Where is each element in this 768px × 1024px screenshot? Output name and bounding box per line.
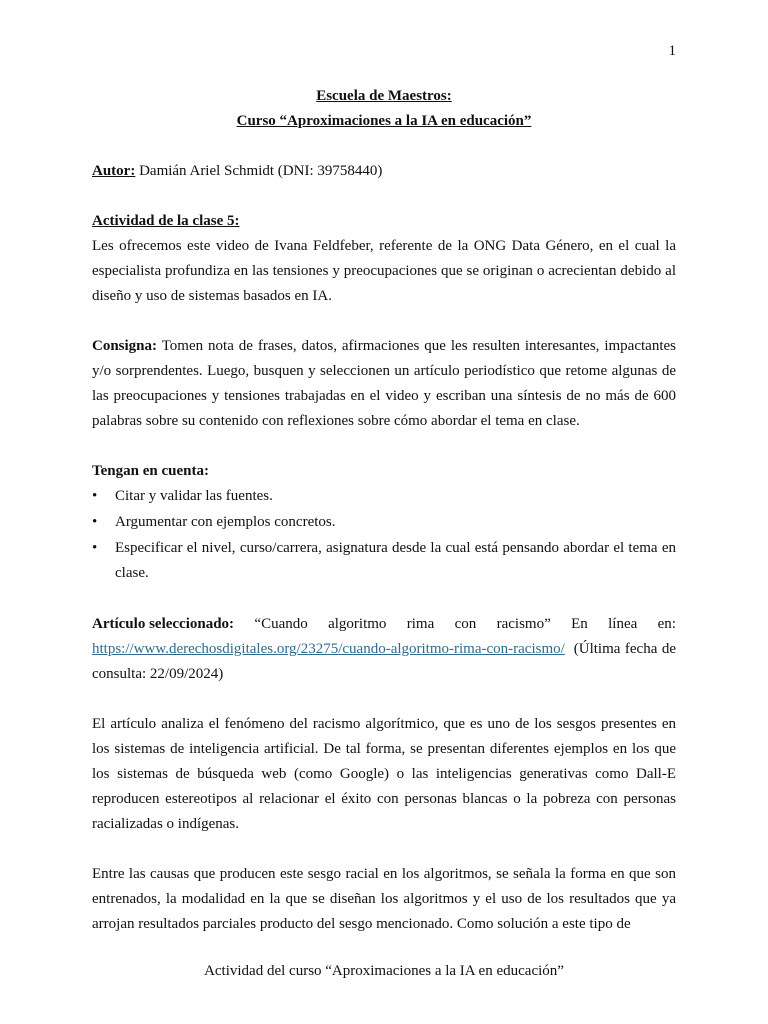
- articulo-word: línea: [608, 616, 638, 632]
- list-item: [92, 536, 676, 586]
- bullet-icon: •: [92, 540, 98, 556]
- page-number: 1: [668, 43, 676, 59]
- articulo-word: En: [571, 616, 588, 632]
- author-value: Damián Ariel Schmidt (DNI: 39758440): [135, 163, 383, 179]
- list-item: [92, 484, 676, 509]
- articulo-word: racismo”: [496, 616, 551, 632]
- list-item-text: Citar y validar las fuentes.: [115, 488, 273, 504]
- articulo-word: “Cuando: [254, 616, 308, 632]
- tengan-list: [92, 484, 676, 586]
- articulo-first-line: [92, 612, 676, 637]
- consigna-text: Tomen nota de frases, datos, afirmaciones que les resulten interesantes, impactantes y/o sorprendentes. Luego, busquen y seleccionen un artículo periodístico que retome algunas de las preocupaciones y tensiones trabajadas en el video y escriban una síntesis de no más de 600 palabras sobre su contenido con reflexiones sobre cómo abordar el tema en clase.: [92, 338, 676, 429]
- articulo-link-line: [92, 637, 680, 687]
- author-label: Autor:: [92, 163, 136, 179]
- activity-text: Les ofrecemos este video de Ivana Feldfeber, referente de la ONG Data Género, en el cual la especialista profundiza en las tensiones y preocupaciones que se originan o acrecientan debido al diseño y uso de sistemas basados en IA.: [92, 238, 676, 304]
- list-item: [92, 510, 676, 535]
- document-body: [92, 84, 680, 937]
- title-course: Curso “Aproximaciones a la IA en educación”: [236, 113, 532, 129]
- consigna-label: Consigna:: [92, 338, 158, 354]
- activity-heading: Actividad de la clase 5:: [92, 213, 240, 229]
- tengan-heading: Tengan en cuenta:: [92, 463, 209, 479]
- consigna-paragraph: [92, 334, 676, 434]
- articulo-label: Artículo seleccionado:: [92, 616, 235, 632]
- articulo-after-url: (Última fecha de consulta: 22/09/2024): [92, 641, 680, 682]
- article-link[interactable]: https://www.derechosdigitales.org/23275/cuando-algoritmo-rima-con-racismo/: [92, 641, 565, 657]
- list-item-text: Especificar el nivel, curso/carrera, asignatura desde la cual está pensando abordar el tema en clase.: [115, 540, 676, 581]
- author-line: [92, 159, 676, 184]
- list-item-text: Argumentar con ejemplos concretos.: [115, 514, 336, 530]
- bullet-icon: •: [92, 514, 98, 530]
- title-school: Escuela de Maestros:: [316, 88, 452, 104]
- body-paragraph-1: El artículo analiza el fenómeno del racismo algorítmico, que es uno de los sesgos presentes en los sistemas de inteligencia artificial. De tal forma, se presentan diferentes ejemplos en los que los sistemas de búsqueda web (como Google) o las inteligencias generativas como Dall-E reproducen estereotipos al relacionar el éxito con personas blancas o la pobreza con personas racializadas o indígenas.: [92, 716, 676, 832]
- page-footer: Actividad del curso “Aproximaciones a la IA en educación”: [204, 963, 564, 979]
- articulo-word: algoritmo: [328, 616, 387, 632]
- articulo-word: con: [454, 616, 477, 632]
- articulo-word: rima: [406, 616, 435, 632]
- bullet-icon: •: [92, 488, 98, 504]
- articulo-word: en:: [657, 616, 676, 632]
- body-paragraph-2: Entre las causas que producen este sesgo racial en los algoritmos, se señala la forma en que son entrenados, la modalidad en la que se diseñan los algoritmos y el uso de los resultados que ya arrojan resultados parciales producto del sesgo mencionado. Como solución a este tipo de: [92, 866, 676, 932]
